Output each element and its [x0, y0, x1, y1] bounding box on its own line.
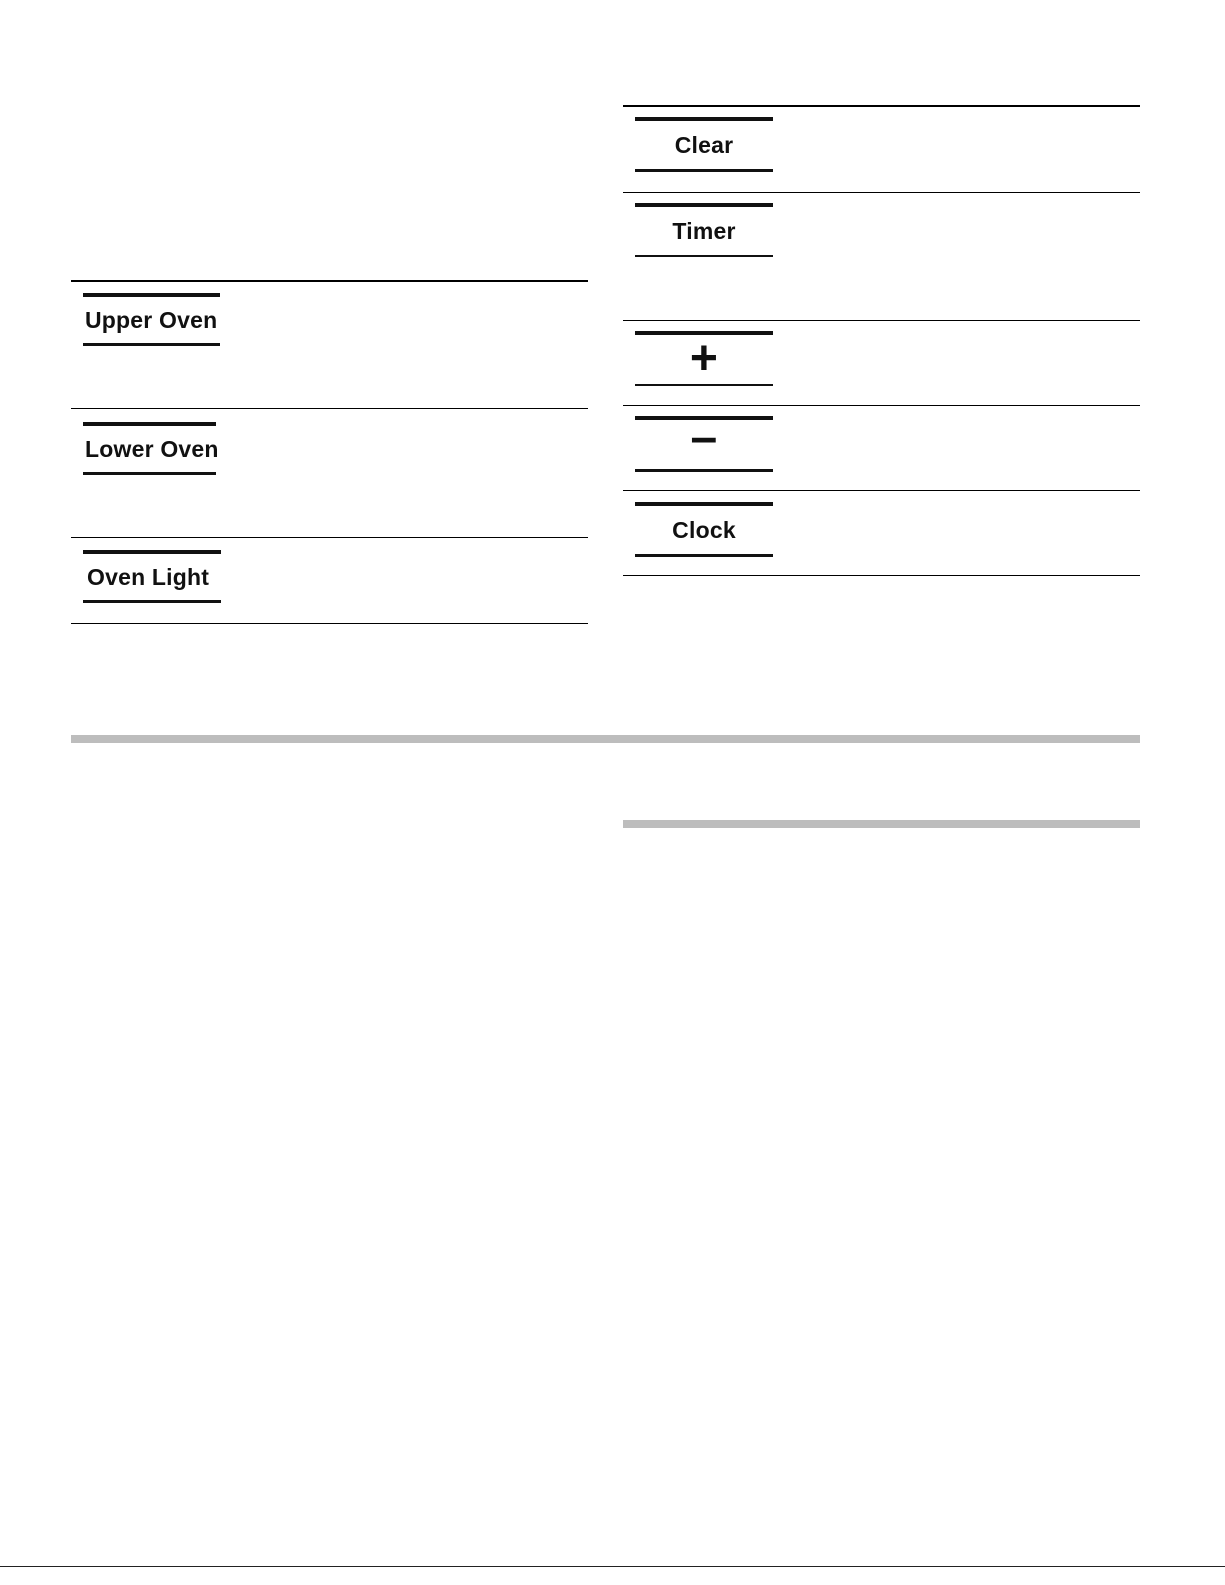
right-table-row-divider [623, 320, 1140, 321]
clear-key [635, 117, 773, 172]
clear-key-label: Clear [674, 131, 734, 158]
timer-key-label: Timer [672, 217, 736, 244]
clock-key [635, 502, 773, 557]
right-table-top-rule [623, 105, 1140, 107]
upper-oven-key-label: Upper Oven [85, 306, 218, 333]
right-table-row-divider [623, 405, 1140, 406]
left-table-row-divider [71, 408, 588, 409]
timer-key [635, 203, 773, 257]
section-heading-band [623, 820, 1140, 828]
clock-key-label: Clock [672, 516, 736, 543]
section-divider-band [71, 735, 1140, 743]
lower-oven-key [83, 422, 219, 475]
plus-icon: + [689, 331, 719, 385]
oven-light-key-label: Oven Light [87, 563, 210, 590]
minus-icon: – [690, 410, 718, 464]
right-table-row-divider [623, 192, 1140, 193]
oven-light-key [83, 550, 221, 603]
lower-oven-key-label: Lower Oven [85, 435, 219, 462]
left-table-row-divider [71, 537, 588, 538]
right-table-row-divider [623, 490, 1140, 491]
left-table-top-rule [71, 280, 588, 282]
right-table-bottom-rule [623, 575, 1140, 576]
page-bottom-rule [0, 1566, 1225, 1567]
left-table-bottom-rule [71, 623, 588, 624]
plus-key [635, 331, 773, 386]
minus-key [635, 410, 773, 472]
upper-oven-key [83, 293, 220, 346]
